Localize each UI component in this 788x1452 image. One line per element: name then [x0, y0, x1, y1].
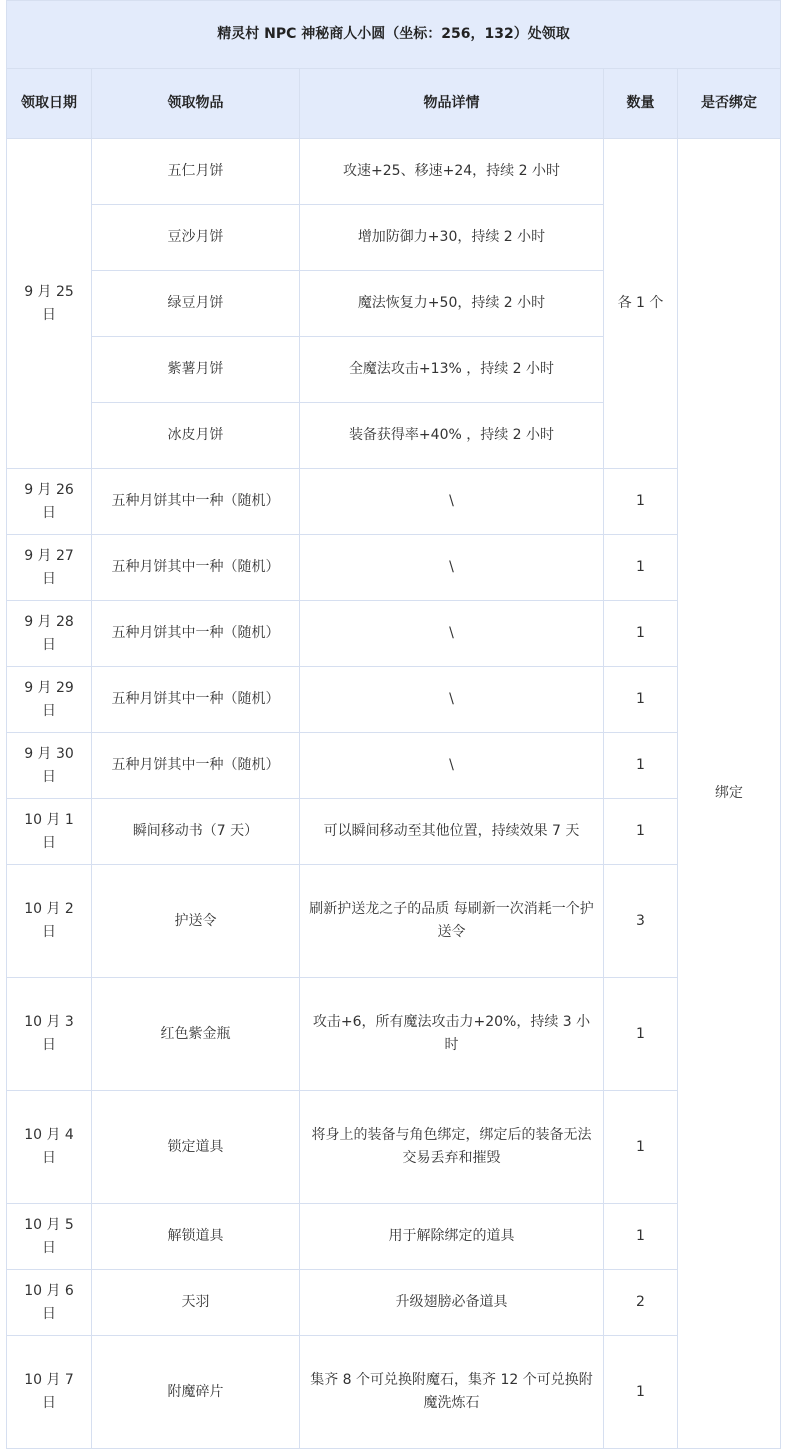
header-detail: 物品详情	[300, 69, 604, 139]
detail-cell: 升级翅膀必备道具	[300, 1270, 604, 1336]
table-row	[7, 1091, 781, 1204]
item-cell: 绿豆月饼	[92, 271, 300, 337]
item-cell: 五种月饼其中一种（随机）	[92, 667, 300, 733]
table-row	[7, 469, 781, 535]
detail-cell: \	[300, 733, 604, 799]
table-row	[7, 799, 781, 865]
item-cell: 豆沙月饼	[92, 205, 300, 271]
detail-cell: \	[300, 469, 604, 535]
qty-cell: 各 1 个	[604, 139, 678, 469]
detail-cell: \	[300, 535, 604, 601]
table-row	[7, 139, 781, 205]
qty-cell: 1	[604, 667, 678, 733]
detail-cell: 将身上的装备与角色绑定，绑定后的装备无法交易丢弃和摧毁	[300, 1091, 604, 1204]
qty-cell: 1	[604, 469, 678, 535]
item-cell: 冰皮月饼	[92, 403, 300, 469]
date-cell: 9 月 30 日	[7, 733, 92, 799]
item-cell: 紫薯月饼	[92, 337, 300, 403]
item-cell: 护送令	[92, 865, 300, 978]
qty-cell: 1	[604, 799, 678, 865]
header-bound: 是否绑定	[678, 69, 781, 139]
item-cell: 锁定道具	[92, 1091, 300, 1204]
date-cell: 10 月 4 日	[7, 1091, 92, 1204]
detail-cell: \	[300, 667, 604, 733]
date-cell: 9 月 27 日	[7, 535, 92, 601]
item-cell: 五种月饼其中一种（随机）	[92, 733, 300, 799]
qty-cell: 1	[604, 1091, 678, 1204]
date-cell: 10 月 6 日	[7, 1270, 92, 1336]
detail-cell: 全魔法攻击+13% ，持续 2 小时	[300, 337, 604, 403]
detail-cell: \	[300, 601, 604, 667]
item-cell: 附魔碎片	[92, 1336, 300, 1449]
item-cell: 天羽	[92, 1270, 300, 1336]
date-cell: 10 月 1 日	[7, 799, 92, 865]
detail-cell: 魔法恢复力+50，持续 2 小时	[300, 271, 604, 337]
table-row	[7, 865, 781, 978]
detail-cell: 刷新护送龙之子的品质 每刷新一次消耗一个护送令	[300, 865, 604, 978]
detail-cell: 攻速+25、移速+24，持续 2 小时	[300, 139, 604, 205]
date-cell: 10 月 7 日	[7, 1336, 92, 1449]
item-cell: 五种月饼其中一种（随机）	[92, 601, 300, 667]
item-cell: 瞬间移动书（7 天）	[92, 799, 300, 865]
qty-cell: 1	[604, 733, 678, 799]
table-title: 精灵村 NPC 神秘商人小圆（坐标：256，132）处领取	[7, 1, 781, 69]
header-qty: 数量	[604, 69, 678, 139]
detail-cell: 可以瞬间移动至其他位置，持续效果 7 天	[300, 799, 604, 865]
date-cell: 9 月 25 日	[7, 139, 92, 469]
bound-cell: 绑定	[678, 139, 781, 1449]
table-row	[7, 535, 781, 601]
qty-cell: 2	[604, 1270, 678, 1336]
item-cell: 红色紫金瓶	[92, 978, 300, 1091]
detail-cell: 集齐 8 个可兑换附魔石，集齐 12 个可兑换附魔洗炼石	[300, 1336, 604, 1449]
title-row	[7, 1, 781, 69]
table-row	[7, 1270, 781, 1336]
date-cell: 10 月 5 日	[7, 1204, 92, 1270]
detail-cell: 增加防御力+30，持续 2 小时	[300, 205, 604, 271]
item-cell: 解锁道具	[92, 1204, 300, 1270]
table-row	[7, 1336, 781, 1449]
date-cell: 9 月 29 日	[7, 667, 92, 733]
detail-cell: 用于解除绑定的道具	[300, 1204, 604, 1270]
item-cell: 五仁月饼	[92, 139, 300, 205]
qty-cell: 1	[604, 601, 678, 667]
item-cell: 五种月饼其中一种（随机）	[92, 469, 300, 535]
date-cell: 10 月 3 日	[7, 978, 92, 1091]
table-row	[7, 978, 781, 1091]
table-row	[7, 1204, 781, 1270]
table-row	[7, 733, 781, 799]
qty-cell: 3	[604, 865, 678, 978]
detail-cell: 装备获得率+40% ，持续 2 小时	[300, 403, 604, 469]
date-cell: 9 月 28 日	[7, 601, 92, 667]
qty-cell: 1	[604, 978, 678, 1091]
qty-cell: 1	[604, 535, 678, 601]
detail-cell: 攻击+6，所有魔法攻击力+20%，持续 3 小时	[300, 978, 604, 1091]
header-date: 领取日期	[7, 69, 92, 139]
header-row	[7, 69, 781, 139]
date-cell: 9 月 26 日	[7, 469, 92, 535]
qty-cell: 1	[604, 1336, 678, 1449]
qty-cell: 1	[604, 1204, 678, 1270]
header-item: 领取物品	[92, 69, 300, 139]
table-row	[7, 667, 781, 733]
table-row	[7, 601, 781, 667]
reward-schedule-table	[6, 0, 781, 1449]
date-cell: 10 月 2 日	[7, 865, 92, 978]
item-cell: 五种月饼其中一种（随机）	[92, 535, 300, 601]
